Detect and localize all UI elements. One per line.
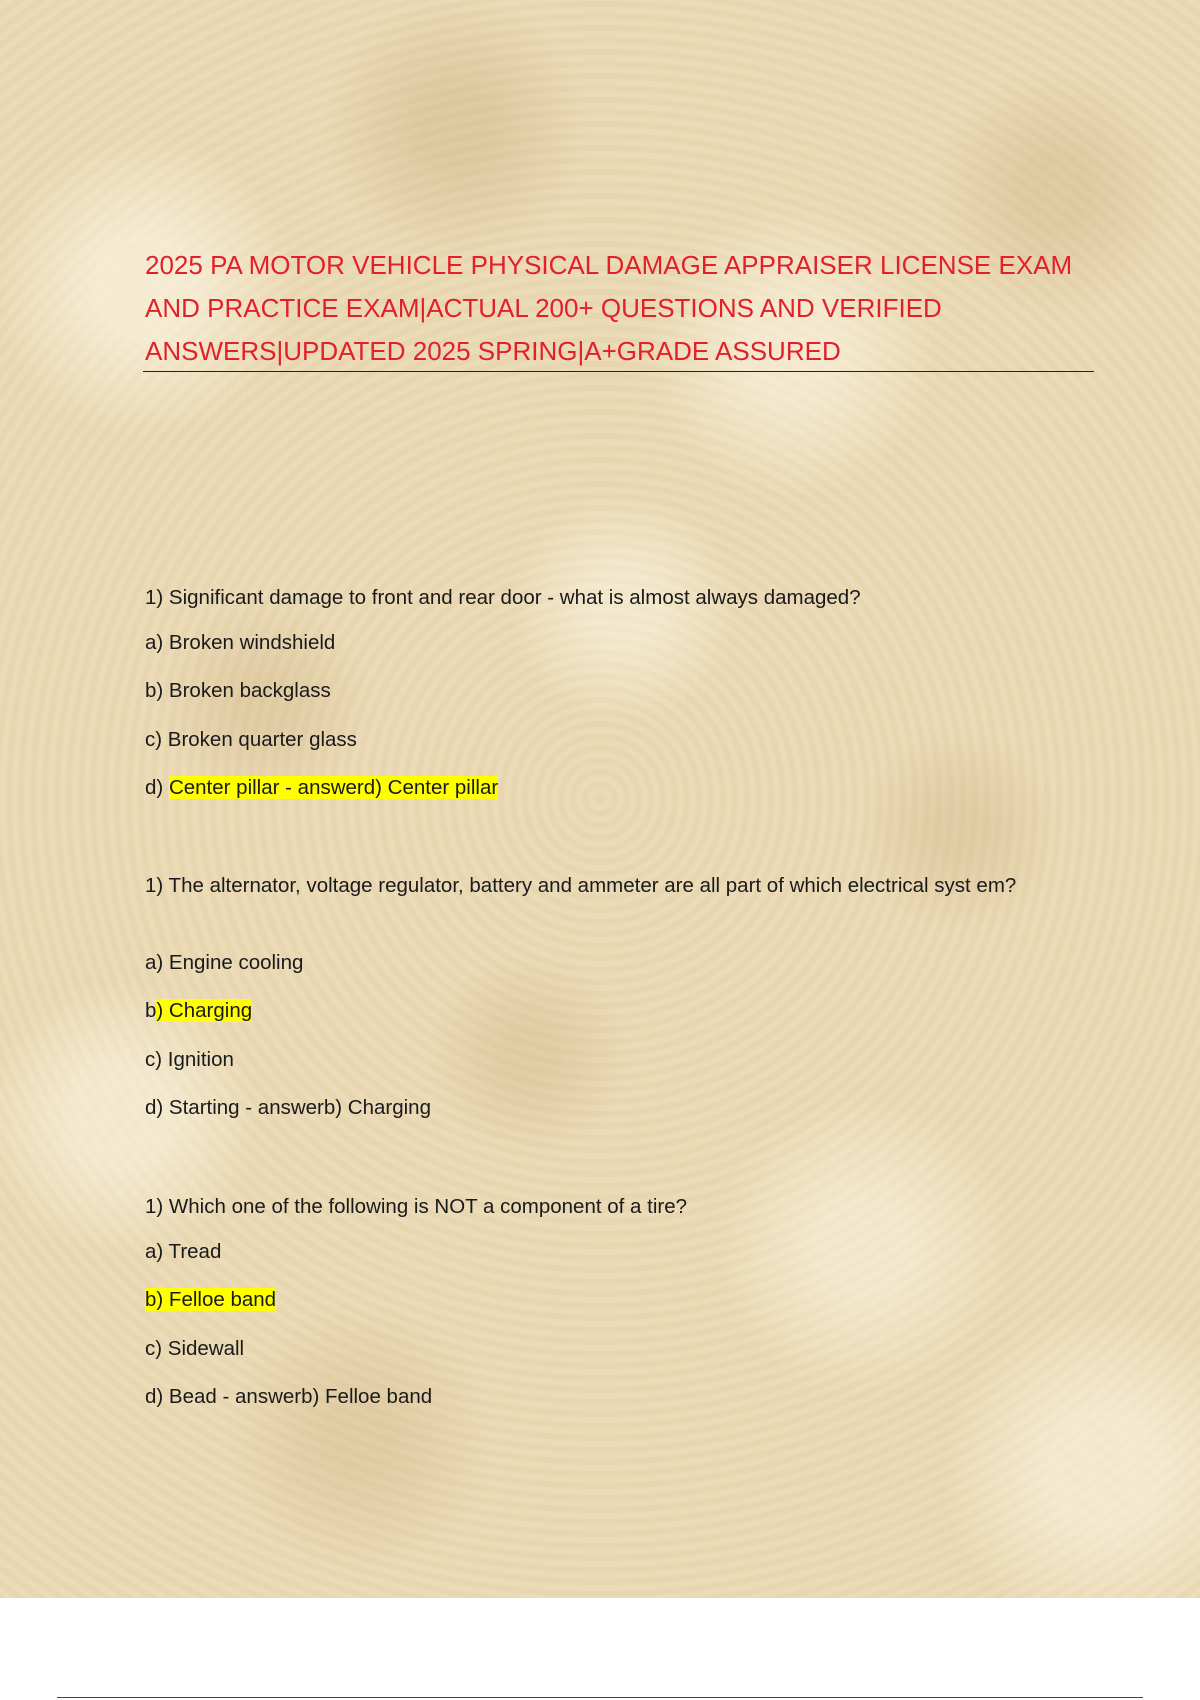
question-text: 1) The alternator, voltage regulator, battery and ammeter are all part of which electrical syst em? <box>145 874 1017 897</box>
footer-rule <box>57 1697 1143 1698</box>
title-underline <box>143 371 1094 372</box>
highlighted-answer: b) Felloe band <box>145 1288 277 1311</box>
question-block-2 <box>145 870 1095 1119</box>
option-b-answer: b) Charging <box>145 999 253 1022</box>
highlighted-answer: ) Charging <box>156 999 253 1022</box>
question-text: 1) Significant damage to front and rear door - what is almost always damaged? <box>145 586 861 609</box>
option-d: d) Starting - answerb) Charging <box>145 1096 431 1119</box>
question-text: 1) Which one of the following is NOT a component of a tire? <box>145 1195 688 1218</box>
option-c: c) Broken quarter glass <box>145 728 357 751</box>
option-b-answer <box>145 1285 276 1315</box>
option-d-answer: d) Center pillar - answerd) Center pillar <box>145 776 499 799</box>
option-a: a) Broken windshield <box>145 631 336 654</box>
option-a: a) Engine cooling <box>145 951 304 974</box>
option-b: b) Broken backglass <box>145 679 331 702</box>
option-c: c) Sidewall <box>145 1337 245 1360</box>
document-title: 2025 PA MOTOR VEHICLE PHYSICAL DAMAGE APPRAISER LICENSE EXAM AND PRACTICE EXAM|ACTUAL 200+ QUESTIONS AND VERIFIED ANSWERS|UPDATED 2025 SPRING|A+GRADE ASSURED <box>145 250 1073 366</box>
option-a: a) Tread <box>145 1240 222 1263</box>
question-block-1 <box>145 582 1095 799</box>
option-d: d) Bead - answerb) Felloe band <box>145 1385 433 1408</box>
question-block-3 <box>145 1191 1095 1408</box>
option-c: c) Ignition <box>145 1048 234 1071</box>
highlighted-answer: Center pillar - answerd) Center pillar <box>168 776 499 799</box>
